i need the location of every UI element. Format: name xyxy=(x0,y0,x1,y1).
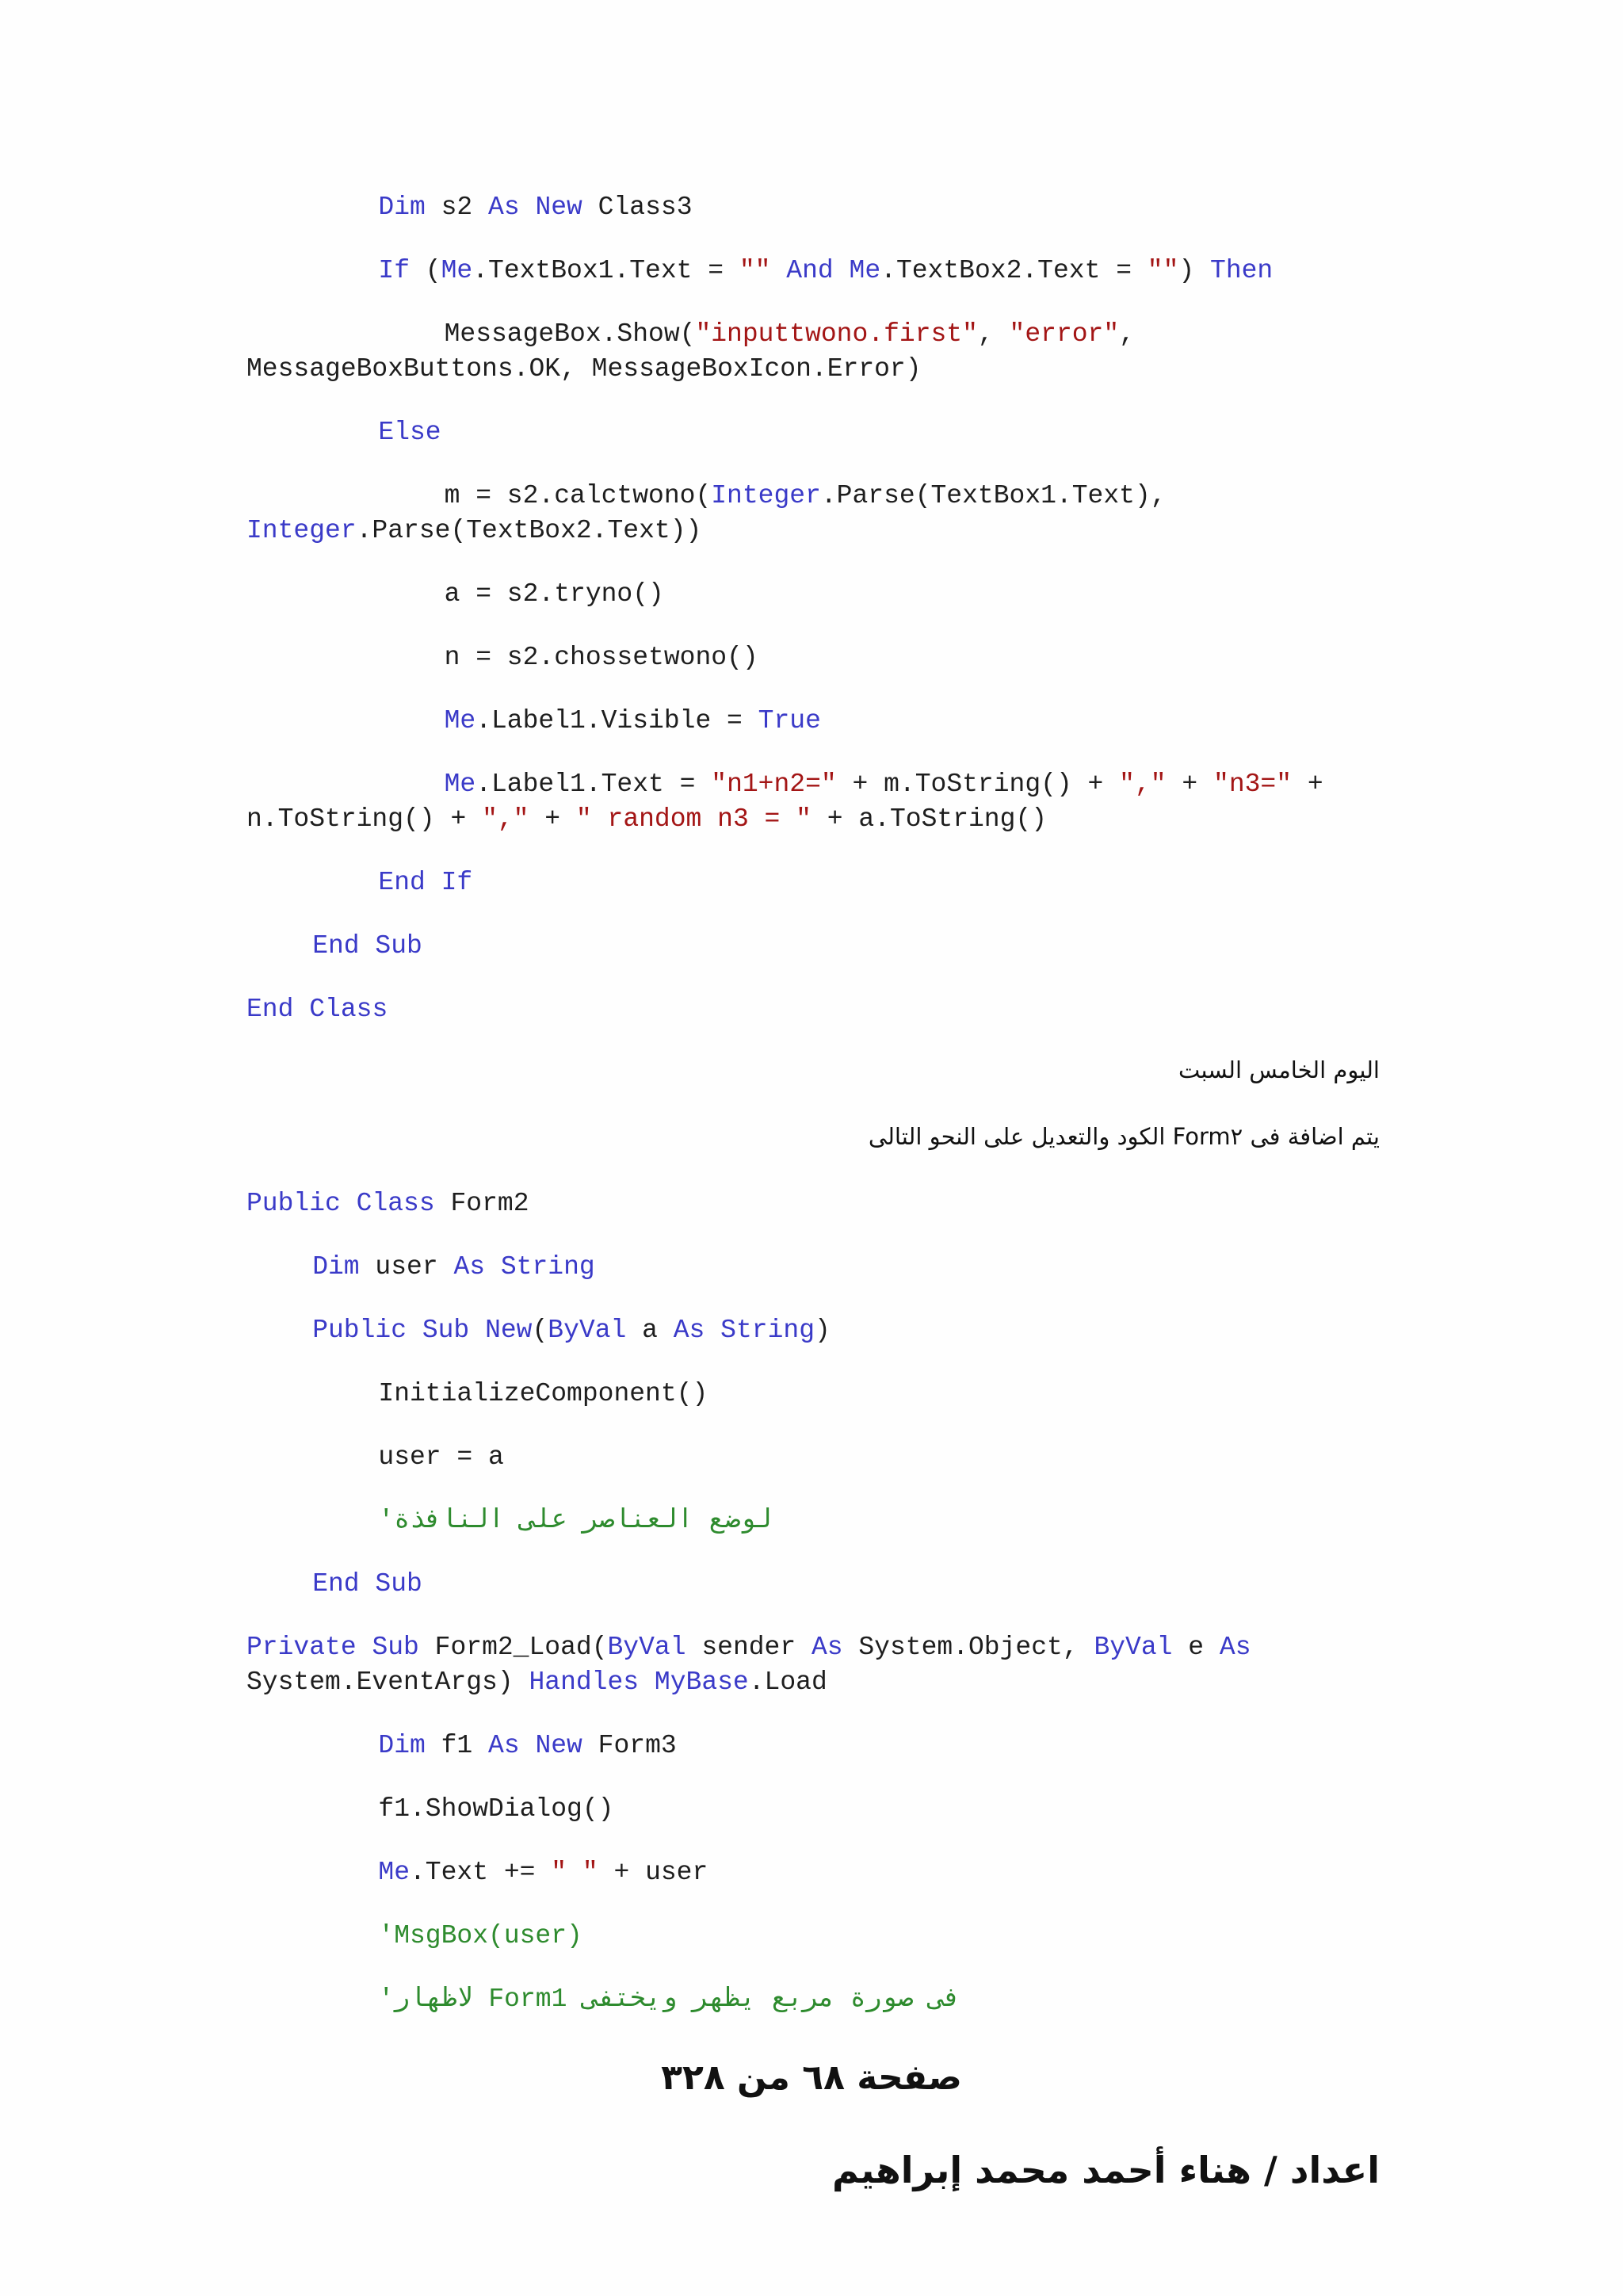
code-statement xyxy=(246,1503,772,1538)
code-statement xyxy=(246,1567,422,1602)
code-keyword: If xyxy=(441,868,473,897)
code-statement xyxy=(246,865,472,900)
code-string: " random n3 = " xyxy=(575,804,812,834)
code-statement xyxy=(246,1313,831,1348)
code-text: + xyxy=(1166,770,1214,799)
code-text: + a.ToString() xyxy=(811,804,1048,834)
code-line xyxy=(246,1313,831,1348)
code-keyword: Then xyxy=(1210,256,1274,285)
code-string: "," xyxy=(482,804,529,834)
code-line-wrap xyxy=(246,352,1135,387)
code-line xyxy=(246,1567,422,1602)
code-text: .Parse(TextBox2.Text)) xyxy=(356,516,702,545)
code-statement xyxy=(246,1630,1251,1700)
code-text: f1 xyxy=(425,1731,489,1760)
code-statement xyxy=(246,1377,708,1412)
code-text: .Load xyxy=(748,1668,827,1697)
code-line xyxy=(246,1440,504,1475)
code-text xyxy=(341,1189,357,1218)
code-statement xyxy=(246,1919,582,1954)
code-line xyxy=(246,1982,960,2017)
code-keyword: Public xyxy=(246,1189,341,1218)
code-statement xyxy=(246,1250,595,1285)
code-statement xyxy=(246,640,758,675)
code-keyword: End xyxy=(378,868,426,897)
code-line xyxy=(246,929,422,964)
code-keyword: Integer xyxy=(246,516,357,545)
code-line xyxy=(246,1377,708,1412)
code-keyword: ByVal xyxy=(607,1633,686,1662)
code-keyword: As xyxy=(488,193,520,222)
code-text xyxy=(834,256,850,285)
code-text: MessageBoxButtons.OK, MessageBoxIcon.Error) xyxy=(246,354,922,384)
code-comment: 'لاظهار Form1 فى صورة مربع يظهر ويختفى xyxy=(378,1985,960,2014)
author-credit: اعداد / هناء أحمد محمد إبراهيم xyxy=(831,2149,1380,2191)
code-comment: 'MsgBox(user) xyxy=(378,1921,582,1950)
code-text: ( xyxy=(410,256,441,285)
code-keyword: Handles xyxy=(529,1668,640,1697)
code-keyword: New xyxy=(535,1731,582,1760)
code-text: user = a xyxy=(378,1442,504,1472)
code-statement xyxy=(246,190,693,225)
code-text: .Label1.Visible = xyxy=(475,706,758,735)
code-text: + m.ToString() + xyxy=(836,770,1120,799)
code-text xyxy=(357,1633,372,1662)
code-text: + xyxy=(529,804,576,834)
code-text: sender xyxy=(685,1633,812,1662)
code-keyword: New xyxy=(485,1316,533,1345)
code-keyword: End xyxy=(312,931,360,961)
code-keyword: Class xyxy=(356,1189,435,1218)
code-text xyxy=(485,1252,501,1282)
code-keyword: Me xyxy=(441,256,473,285)
form2-instruction: يتم اضافة فى Form٢ الكود والتعديل على النحو التالى xyxy=(868,1123,1380,1150)
code-line-wrap xyxy=(246,802,1323,837)
code-text: ) xyxy=(815,1316,831,1345)
code-text: Form2_Load( xyxy=(418,1633,608,1662)
code-text: e xyxy=(1172,1633,1220,1662)
page-number: صفحة ٦٨ من ٣٢٨ xyxy=(661,2057,962,2098)
code-keyword: If xyxy=(378,256,410,285)
code-text: ( xyxy=(532,1316,548,1345)
code-keyword: Me xyxy=(378,1858,410,1887)
code-line xyxy=(246,1186,529,1221)
code-text xyxy=(770,256,786,285)
code-keyword: String xyxy=(720,1316,815,1345)
code-keyword: Public xyxy=(312,1316,407,1345)
code-comment: 'لوضع العناصر على النافذة xyxy=(378,1506,772,1535)
code-line xyxy=(246,1855,708,1890)
code-line-wrap xyxy=(246,1665,1251,1700)
code-line xyxy=(246,1630,1251,1665)
code-text: System.Object, xyxy=(842,1633,1094,1662)
code-statement xyxy=(246,1855,708,1890)
code-statement xyxy=(246,415,441,450)
code-statement xyxy=(246,479,1167,548)
code-keyword: As xyxy=(811,1633,843,1662)
code-line xyxy=(246,767,1323,802)
code-keyword: Dim xyxy=(378,1731,426,1760)
code-statement xyxy=(246,317,1135,387)
code-text xyxy=(520,193,536,222)
code-statement xyxy=(246,929,422,964)
code-keyword: As xyxy=(488,1731,520,1760)
code-keyword: Sub xyxy=(375,1569,422,1599)
code-text: .TextBox1.Text = xyxy=(472,256,739,285)
code-keyword: Class xyxy=(309,995,388,1024)
code-statement xyxy=(246,1729,677,1763)
code-keyword: Dim xyxy=(312,1252,360,1282)
code-text: .Parse(TextBox1.Text), xyxy=(820,481,1167,510)
code-keyword: New xyxy=(535,193,582,222)
code-line xyxy=(246,704,821,739)
code-text xyxy=(360,1569,376,1599)
code-text: Form3 xyxy=(582,1731,677,1760)
code-text: a xyxy=(626,1316,674,1345)
code-statement xyxy=(246,254,1273,288)
code-text: f1.ShowDialog() xyxy=(378,1794,614,1824)
code-statement xyxy=(246,1792,613,1827)
code-string: "" xyxy=(739,256,771,285)
code-keyword: Sub xyxy=(372,1633,419,1662)
code-keyword: As xyxy=(453,1252,486,1282)
code-string: " " xyxy=(551,1858,598,1887)
code-line xyxy=(246,190,693,225)
code-keyword: Private xyxy=(246,1633,357,1662)
code-text: n = s2.chossetwono() xyxy=(444,643,758,672)
code-text: Form2 xyxy=(434,1189,529,1218)
code-string: "n3=" xyxy=(1213,770,1293,799)
code-line xyxy=(246,577,664,612)
code-keyword: Me xyxy=(444,706,476,735)
code-keyword: True xyxy=(758,706,821,735)
code-text: user xyxy=(359,1252,454,1282)
code-string: "error" xyxy=(1009,319,1120,349)
code-text: + xyxy=(1292,770,1323,799)
code-line xyxy=(246,1792,613,1827)
code-string: "," xyxy=(1119,770,1167,799)
code-statement xyxy=(246,1982,960,2017)
code-text: s2 xyxy=(425,193,489,222)
code-text xyxy=(705,1316,720,1345)
code-line xyxy=(246,1250,595,1285)
code-line-wrap xyxy=(246,514,1167,548)
code-text: , xyxy=(1119,319,1135,349)
code-line xyxy=(246,479,1167,514)
code-string: "n1+n2=" xyxy=(711,770,837,799)
code-text xyxy=(639,1668,655,1697)
code-text: MessageBox.Show( xyxy=(444,319,696,349)
code-keyword: Else xyxy=(378,418,441,447)
code-text xyxy=(407,1316,422,1345)
code-statement xyxy=(246,767,1323,837)
code-keyword: As xyxy=(673,1316,705,1345)
code-text: InitializeComponent() xyxy=(378,1379,708,1408)
code-text: Class3 xyxy=(582,193,693,222)
code-text: n.ToString() + xyxy=(246,804,483,834)
code-text xyxy=(520,1731,536,1760)
code-line xyxy=(246,865,472,900)
code-text: m = s2.calctwono( xyxy=(444,481,712,510)
code-keyword: And xyxy=(786,256,834,285)
code-keyword: String xyxy=(500,1252,595,1282)
code-keyword: Sub xyxy=(422,1316,470,1345)
code-text: .TextBox2.Text = xyxy=(880,256,1148,285)
code-line xyxy=(246,1919,582,1954)
code-text xyxy=(426,868,441,897)
code-line xyxy=(246,992,388,1027)
code-string: "inputtwono.first" xyxy=(695,319,978,349)
code-keyword: ByVal xyxy=(548,1316,627,1345)
code-keyword: MyBase xyxy=(654,1668,749,1697)
code-line xyxy=(246,640,758,675)
code-string: "" xyxy=(1147,256,1179,285)
code-line xyxy=(246,1729,677,1763)
code-text xyxy=(469,1316,485,1345)
code-text: , xyxy=(977,319,1010,349)
code-keyword: Dim xyxy=(378,193,426,222)
code-statement xyxy=(246,1186,529,1221)
code-keyword: As xyxy=(1219,1633,1251,1662)
code-statement xyxy=(246,1440,504,1475)
code-keyword: Me xyxy=(444,770,476,799)
code-text: ) xyxy=(1178,256,1211,285)
code-text: + user xyxy=(598,1858,708,1887)
code-text: System.EventArgs) xyxy=(246,1668,529,1697)
code-keyword: Integer xyxy=(711,481,821,510)
code-line xyxy=(246,1503,772,1538)
code-text: .Text += xyxy=(410,1858,552,1887)
code-keyword: End xyxy=(312,1569,360,1599)
code-line xyxy=(246,317,1135,352)
code-statement xyxy=(246,992,388,1027)
code-keyword: Me xyxy=(849,256,881,285)
code-statement xyxy=(246,577,664,612)
day-heading: اليوم الخامس السبت xyxy=(1178,1056,1380,1083)
code-text xyxy=(360,931,376,961)
code-line xyxy=(246,254,1273,288)
code-text: .Label1.Text = xyxy=(475,770,712,799)
code-keyword: Sub xyxy=(375,931,422,961)
code-statement xyxy=(246,704,821,739)
code-line xyxy=(246,415,441,450)
code-text: a = s2.tryno() xyxy=(444,579,664,609)
code-text xyxy=(293,995,309,1024)
code-keyword: ByVal xyxy=(1094,1633,1173,1662)
code-keyword: End xyxy=(246,995,294,1024)
